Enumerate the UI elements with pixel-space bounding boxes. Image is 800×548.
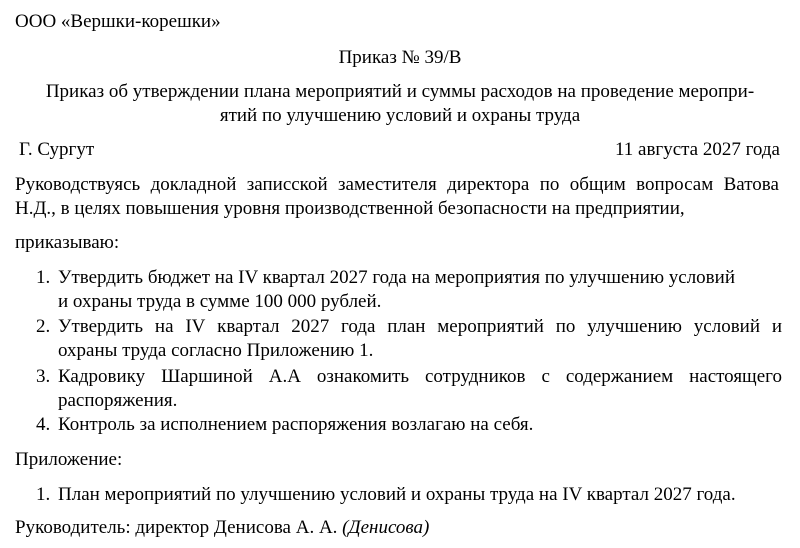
order-date: 11 августа 2027 года	[614, 139, 780, 160]
item-text-line-1	[58, 367, 782, 386]
order-subject-line-1: Приказ об утверждении плана мероприятий и суммы расходов на проведение меропри-	[45, 81, 755, 102]
word: условий	[693, 316, 761, 337]
item-text-line-2: и охраны труда в сумме 100 000 рублей.	[58, 291, 382, 312]
order-number: Приказ № 39/В	[338, 47, 462, 68]
word: директора	[447, 174, 530, 195]
word: на	[154, 316, 174, 337]
word: план	[387, 316, 426, 337]
item-number: 4.	[36, 414, 51, 435]
item-text-line-1	[58, 317, 782, 336]
appendix-item-number: 1.	[36, 484, 51, 505]
preamble-line-1	[15, 175, 779, 194]
word: и	[771, 316, 782, 337]
word: вопросам	[636, 174, 714, 195]
preamble-line-2: Н.Д., в целях повышения уровня производственной безопасности на предприятии,	[15, 198, 685, 219]
word: докладной	[150, 174, 237, 195]
item-text-line-1: Утвердить бюджет на IV квартал 2027 года на мероприятия по улучшению условий	[58, 267, 735, 288]
word: настоящего	[689, 366, 782, 387]
word: Утвердить	[58, 316, 144, 337]
word: Кадровику	[58, 366, 146, 387]
handwritten-signature: (Денисова)	[342, 517, 430, 538]
item-number: 2.	[36, 316, 51, 337]
word: улучшению	[587, 316, 682, 337]
company-name: ООО «Вершки-корешки»	[15, 11, 221, 32]
item-text-line-1: Контроль за исполнением распоряжения возлагаю на себя.	[58, 414, 534, 435]
order-subject-line-2: ятий по улучшению условий и охраны труда	[219, 105, 581, 126]
word: квартал	[217, 316, 280, 337]
signature-line	[15, 518, 429, 537]
word: года	[341, 316, 376, 337]
word: заместителя	[338, 174, 437, 195]
item-text-line-2: охраны труда согласно Приложению 1.	[58, 340, 374, 361]
word: с	[541, 366, 550, 387]
word: А.А	[268, 366, 301, 387]
word: содержанием	[565, 366, 674, 387]
word: по	[539, 174, 560, 195]
item-text-line-2: распоряжения.	[58, 390, 178, 411]
item-number: 1.	[36, 267, 51, 288]
city: Г. Сургут	[19, 139, 95, 160]
signature-label: Руководитель: директор Денисова А. А.	[15, 517, 338, 538]
word: Ватова	[723, 174, 779, 195]
appendix-label: Приложение:	[15, 449, 123, 470]
word: по	[555, 316, 576, 337]
order-word: приказываю:	[15, 232, 120, 253]
item-number: 3.	[36, 366, 51, 387]
word: ознакомить	[316, 366, 410, 387]
word: мероприятий	[437, 316, 544, 337]
word: IV	[185, 316, 206, 337]
word: записской	[246, 174, 328, 195]
word: сотрудников	[424, 366, 526, 387]
appendix-item-text: План мероприятий по улучшению условий и охраны труда на IV квартал 2027 года.	[58, 484, 736, 505]
word: Руководствуясь	[15, 174, 141, 195]
word: 2027	[291, 316, 330, 337]
word: общим	[569, 174, 626, 195]
word: Шаршиной	[161, 366, 253, 387]
